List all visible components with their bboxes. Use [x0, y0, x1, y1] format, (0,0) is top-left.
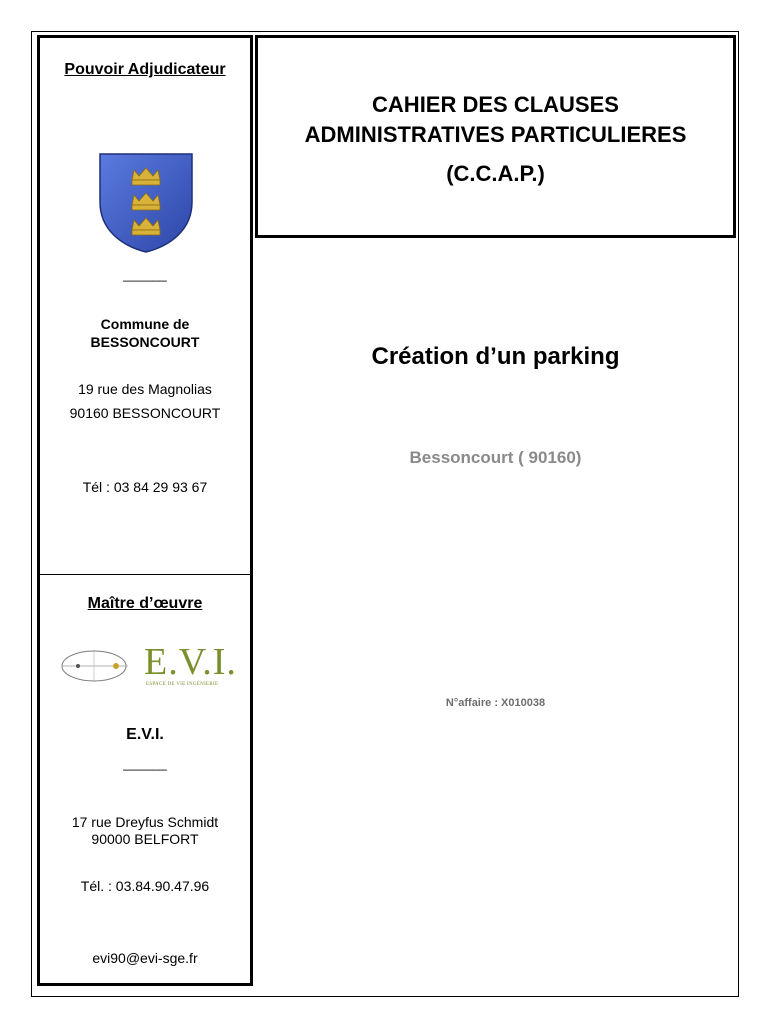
client-heading: Pouvoir Adjudicateur [64, 61, 226, 78]
document-title-line1: CAHIER DES CLAUSES [372, 92, 619, 117]
left-column [37, 35, 253, 986]
client-phone: Tél : 03 84 29 93 67 [82, 479, 208, 495]
project-title: Création d’un parking [371, 343, 620, 370]
orbit-icon [60, 646, 130, 686]
contractor-email: evi90@evi-sge.fr [92, 950, 198, 966]
client-address-line2: 90160 BESSONCOURT [69, 405, 221, 421]
contractor-heading: Maître d’œuvre [87, 595, 203, 612]
document-title-line2: ADMINISTRATIVES PARTICULIERES [304, 122, 687, 147]
evi-logo-text: E.V.I. [144, 641, 237, 683]
contractor-name: E.V.I. [126, 726, 164, 743]
client-address-line1: 19 rue des Magnolias [78, 381, 212, 397]
client-separator: ______ [123, 267, 167, 282]
project-location: Bessoncourt ( 90160) [409, 448, 582, 467]
affaire-number: N°affaire : X010038 [445, 697, 546, 709]
contractor-separator: ______ [123, 756, 167, 771]
coat-of-arms-icon [96, 150, 196, 254]
column-divider [40, 574, 250, 575]
client-name-line1: Commune de [100, 316, 190, 332]
contractor-address-line2: 90000 BELFORT [91, 831, 199, 847]
client-name-line2: BESSONCOURT [90, 334, 200, 350]
evi-logo [60, 642, 250, 688]
contractor-phone: Tél. : 03.84.90.47.96 [80, 878, 210, 894]
evi-logo-subtext: ESPACE DE VIE INGÉNIERIE [146, 682, 219, 687]
title-box [255, 35, 736, 238]
contractor-address-line1: 17 rue Dreyfus Schmidt [71, 814, 219, 830]
document-title-line3: (C.C.A.P.) [446, 161, 545, 186]
